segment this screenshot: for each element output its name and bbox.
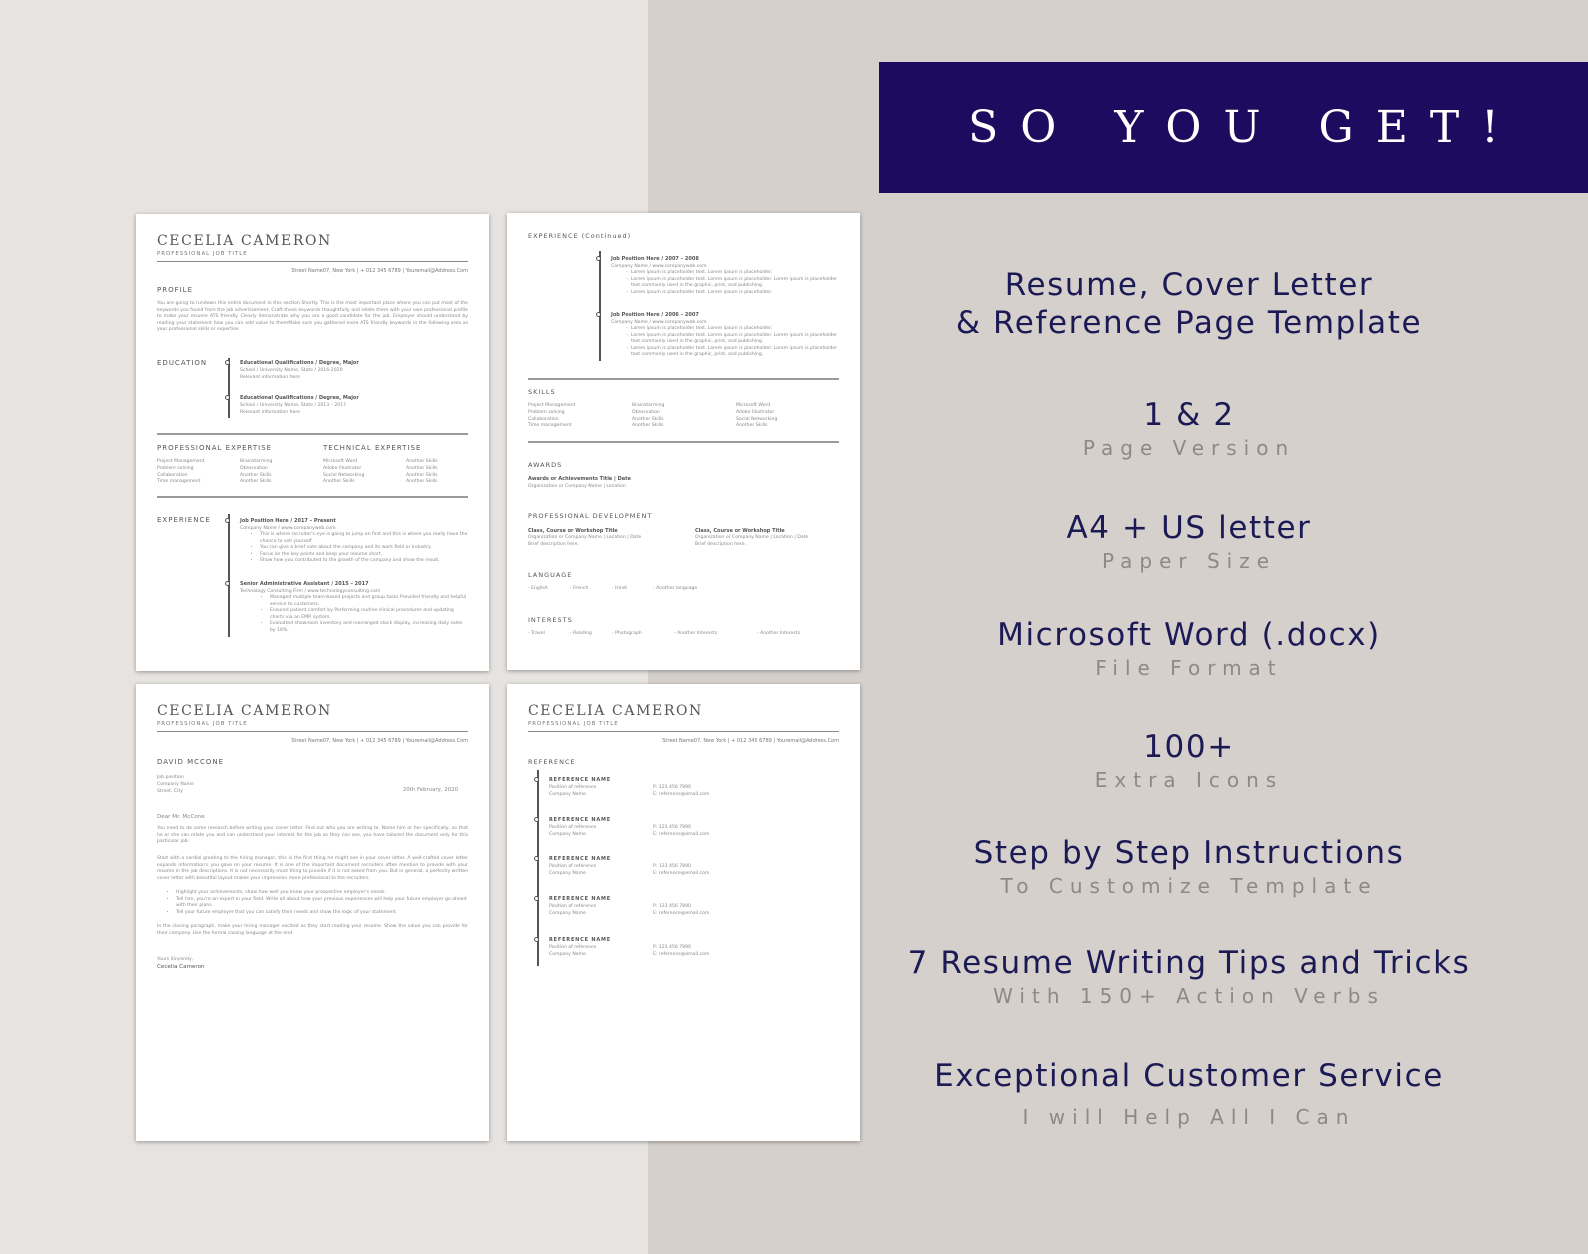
- resume-name: CECELIA CAMERON: [157, 233, 332, 249]
- header-rule: [528, 731, 839, 732]
- skills-column: Microsoft Word Adobe Illustrator Social Networking Another Skills: [736, 403, 778, 429]
- job-company: Technology Consulting Firm / www.technologyconsulting.com: [240, 589, 381, 594]
- reference-position: Position of reference: [549, 785, 597, 790]
- section-rule: [528, 378, 839, 380]
- language-heading: LANGUAGE: [528, 571, 573, 579]
- skills-column: Project Management Problem solving Collaboration Time management: [157, 459, 205, 485]
- feature-main-line: 100+: [1143, 729, 1235, 765]
- experience-heading: EXPERIENCE: [157, 516, 211, 524]
- timeline-dot: [534, 856, 539, 861]
- feature-sub-line: Paper Size: [1101, 549, 1277, 573]
- reference-company: Company Name: [549, 832, 586, 837]
- feature-customer-service: [879, 1057, 1499, 1131]
- section-rule: [157, 433, 468, 435]
- timeline-dot: [534, 817, 539, 822]
- prodev-heading: PROFESSIONAL DEVELOPMENT: [528, 512, 653, 520]
- timeline-dot: [225, 518, 230, 523]
- feature-extra-icons: [879, 728, 1499, 794]
- feature-writing-tips: [879, 944, 1499, 1010]
- interests-heading: INTERESTS: [528, 616, 573, 624]
- reference-company: Company Name: [549, 952, 586, 957]
- job-title: Job Position Here / 2006 – 2007: [611, 312, 699, 318]
- timeline-dot: [596, 312, 601, 317]
- experience-continued-heading: EXPERIENCE (Continued): [528, 232, 632, 240]
- timeline-dot: [596, 256, 601, 261]
- header-rule: [157, 261, 468, 262]
- course-title: Class, Course or Workshop Title: [695, 528, 785, 534]
- feature-page-version: [879, 396, 1499, 462]
- resume-name: CECELIA CAMERON: [157, 703, 332, 719]
- interest-item: - Reading: [570, 631, 592, 636]
- feature-templates: [879, 266, 1499, 342]
- feature-main-line: 7 Resume Writing Tips and Tricks: [907, 945, 1471, 981]
- reference-heading: REFERENCE: [528, 758, 576, 766]
- feature-sub-line: Page Version: [1082, 436, 1296, 460]
- language-item: - English: [528, 586, 548, 591]
- recipient-name: DAVID MCCONE: [157, 758, 225, 766]
- recipient-address: Job position Company Name Street, City: [157, 775, 194, 794]
- reference-email: E: reference@email.com: [653, 911, 710, 916]
- letter-closing: Yours Sincerely,: [157, 957, 194, 962]
- feature-sub-line: With 150+ Action Verbs: [993, 984, 1385, 1008]
- reference-name: REFERENCE NAME: [549, 856, 612, 862]
- letter-bullets: • Highlight your achievements, show how well you know your prospective employer's needs. • Tell him, you're an expert in your field. Write all about how your previous experiences will help your future employer go ahead with their plans. • Tell your future employer that you can satisfy their needs and show the logic of your statement.: [176, 890, 468, 916]
- education-heading: EDUCATION: [157, 359, 208, 367]
- letter-paragraph: You need to do some research before writing your cover letter. Find out who you are writing to. Name him or her specifically, so that he or she can relate you and can understand your interest for the job as they can see, you have tailored the document only for this particular job.: [157, 826, 468, 845]
- education-timeline: [228, 358, 230, 418]
- contact-line: Street Name07, New York | + 012 345 6789 | Youremail@Address.Com: [291, 268, 468, 274]
- interest-item: - Photograph: [612, 631, 642, 636]
- course-title: Class, Course or Workshop Title: [528, 528, 618, 534]
- skills-column: Brainstorming Observation Another Skills Another Skills: [240, 459, 273, 485]
- timeline-dot: [225, 581, 230, 586]
- reference-name: REFERENCE NAME: [549, 896, 612, 902]
- reference-page: [507, 684, 860, 1141]
- job-bullets: • Managed multiple team-based projects and group tasks Provided friendly and helpful service to customers. • Ensured patient comfort by Performing routine clinical procedures and updating charts via an EMR system. • Evaluated showroom inventory and rearranged stock display, increasing daily sales by 16%.: [270, 595, 468, 635]
- feature-sub-line: Extra Icons: [1094, 768, 1284, 792]
- education-title: Educational Qualifications / Degree, Major: [240, 360, 359, 366]
- reference-company: Company Name: [549, 792, 586, 797]
- job-title: Senior Administrative Assistant / 2015 – 2017: [240, 581, 369, 587]
- language-item: - French: [570, 586, 589, 591]
- feature-main-line: Exceptional Customer Service: [934, 1058, 1444, 1094]
- course-org: Organization or Company Name | Location | Date: [695, 535, 809, 540]
- contact-line: Street Name07, New York | + 012 345 6789 | Youremail@Address.Com: [662, 738, 839, 744]
- job-bullets: - Lorem ipsum is placeholder text. Lorem ipsum is placeholder. - Lorem ipsum is placeholder text. Lorem ipsum is placeholder. Lorem ipsum is placeholder text commonly used in the graphic, print, and publishing. - Lorem ipsum is placeholder text. Lorem ipsum is placeholder. Lorem ipsum is placeholder text commonly used in the graphic, print, and publishing.: [631, 326, 839, 359]
- skills-column: Microsoft Word Adobe Illustrator Social Networking Another Skills: [323, 459, 365, 485]
- interest-item: - Another Interests: [757, 631, 800, 636]
- skills-column: Project Management Problem solving Collaboration Time management: [528, 403, 576, 429]
- resume-name: CECELIA CAMERON: [528, 703, 703, 719]
- interest-item: - Another Interests: [674, 631, 717, 636]
- reference-email: E: reference@email.com: [653, 952, 710, 957]
- resume-page-1: [136, 214, 489, 671]
- resume-job-title: PROFESSIONAL JOB TITLE: [157, 721, 248, 727]
- reference-company: Company Name: [549, 911, 586, 916]
- letter-signature: Cecelia Cameron: [157, 964, 205, 970]
- section-rule: [528, 441, 839, 443]
- letter-paragraph: In the closing paragraph, make your hiring manager excited as they start reading your resume. Show the value you can provide for their company. Use the formal closing language at the end.: [157, 924, 468, 936]
- job-bullets: - Lorem ipsum is placeholder text. Lorem ipsum is placeholder. - Lorem ipsum is placeholder text. Lorem ipsum is placeholder. Lorem ipsum is placeholder text commonly used in the graphic, print, and publishing. - Lorem ipsum is placeholder text. Lorem ipsum is placeholder.: [631, 270, 839, 296]
- banner-title: SO YOU GET!: [968, 102, 1521, 153]
- reference-email: E: reference@email.com: [653, 871, 710, 876]
- feature-sub-line: File Format: [1095, 656, 1283, 680]
- profile-heading: PROFILE: [157, 286, 194, 294]
- feature-sub-line: I will Help All I Can: [1022, 1105, 1356, 1129]
- letter-date: 20th February, 2020: [402, 787, 458, 793]
- profile-text: You are going to rundown this entire document in this section Shortly. This is the most important place where you can put most of the keywords you found from the job advertisement. Craft those keywords thoughtfully and relate them with your own professional profile to make your resume ATS friendly. Clearly demonstrate why you are a good candidate for the job. Employer should understand by reading your statement how you can add value to themMake sure you gathered more ATS friendly keywords in the following area as your professional skills or expertise.: [157, 301, 468, 333]
- feature-instructions: [879, 834, 1499, 900]
- award-title: Awards or Achievements Title | Date: [528, 476, 631, 482]
- reference-phone: P: 123 456 7890: [653, 904, 691, 909]
- technical-expertise-heading: TECHNICAL EXPERTISE: [323, 444, 422, 452]
- reference-phone: P: 123 456 7890: [653, 945, 691, 950]
- reference-name: REFERENCE NAME: [549, 817, 612, 823]
- header-rule: [157, 731, 468, 732]
- resume-job-title: PROFESSIONAL JOB TITLE: [528, 721, 619, 727]
- language-item: - Another language: [653, 586, 698, 591]
- experience-timeline: [599, 251, 601, 361]
- reference-name: REFERENCE NAME: [549, 777, 612, 783]
- feature-main-line: Resume, Cover Letter: [1004, 267, 1374, 303]
- reference-position: Position of reference: [549, 825, 597, 830]
- skills-column: Another Skills Another Skills Another Skills Another Skills: [406, 459, 438, 485]
- reference-company: Company Name: [549, 871, 586, 876]
- course-org: Organization or Company Name | Location | Date: [528, 535, 642, 540]
- job-company: Company Name / www.companyweb.com: [240, 526, 336, 531]
- reference-name: REFERENCE NAME: [549, 937, 612, 943]
- education-info: Relevant information here: [240, 410, 300, 415]
- feature-main-line: 1 & 2: [1143, 397, 1235, 433]
- timeline-dot: [534, 896, 539, 901]
- timeline-dot: [534, 937, 539, 942]
- skills-column: Brainstorming Observation Another Skills Another Skills: [632, 403, 665, 429]
- job-title: Job Position Here / 2017 – Present: [240, 518, 336, 524]
- award-org: Organization or Company Name | Location: [528, 484, 626, 489]
- section-rule: [157, 496, 468, 498]
- resume-page-2: [507, 213, 860, 670]
- letter-greeting: Dear Mr. McCone: [157, 814, 205, 820]
- job-company: Company Name / www.companyweb.com: [611, 264, 707, 269]
- skills-heading: SKILLS: [528, 388, 556, 396]
- feature-paper-size: [879, 509, 1499, 575]
- reference-position: Position of reference: [549, 945, 597, 950]
- contact-line: Street Name07, New York | + 012 345 6789 | Youremail@Address.Com: [291, 738, 468, 744]
- course-desc: Brief description here.: [695, 542, 747, 547]
- timeline-dot: [225, 360, 230, 365]
- reference-position: Position of reference: [549, 864, 597, 869]
- language-item: - Hindi: [612, 586, 627, 591]
- education-school: School / University Name, State / 2013 – 2017: [240, 403, 347, 408]
- education-title: Educational Qualifications / Degree, Major: [240, 395, 359, 401]
- reference-phone: P: 123 456 7890: [653, 785, 691, 790]
- timeline-dot: [534, 777, 539, 782]
- awards-heading: AWARDS: [528, 461, 563, 469]
- job-company: Company Name / www.companyweb.com: [611, 320, 707, 325]
- professional-expertise-heading: PROFESSIONAL EXPERTISE: [157, 444, 273, 452]
- reference-phone: P: 123 456 7890: [653, 825, 691, 830]
- education-school: School / University Name, State / 2016-2020: [240, 368, 343, 373]
- feature-sub-line: To Customize Template: [1000, 874, 1378, 898]
- cover-letter-page: [136, 684, 489, 1141]
- feature-file-format: [879, 616, 1499, 682]
- job-title: Job Position Here / 2007 – 2008: [611, 256, 699, 262]
- resume-job-title: PROFESSIONAL JOB TITLE: [157, 251, 248, 257]
- feature-main-line: Microsoft Word (.docx): [997, 617, 1381, 653]
- reference-position: Position of reference: [549, 904, 597, 909]
- reference-phone: P: 123 456 7890: [653, 864, 691, 869]
- feature-main-line: Step by Step Instructions: [973, 835, 1405, 871]
- course-desc: Brief description here.: [528, 542, 580, 547]
- feature-main-line: & Reference Page Template: [955, 305, 1423, 341]
- reference-email: E: reference@email.com: [653, 792, 710, 797]
- timeline-dot: [225, 395, 230, 400]
- feature-main-line: A4 + US letter: [1066, 510, 1312, 546]
- reference-email: E: reference@email.com: [653, 832, 710, 837]
- title-banner: [879, 62, 1588, 193]
- education-info: Relevant information here: [240, 375, 300, 380]
- job-bullets: • This is where recruiter's eye is going to jump on first and this is where you really have the chance to sell yourself. • You can give a brief note about the company and its work field or industry. • Focus on the key points and keep your resume short. • Show how you contributed to the growth of the company and show the result.: [260, 532, 468, 565]
- experience-timeline: [228, 514, 230, 637]
- letter-paragraph: Start with a cordial greeting to the hiring manager, this is the first thing he might see in your cover letter. A well-crafted cover letter expands information's you gave on your resume. It is one of the important document recruiters often mention to provide with your resume in the job descriptions. It is not necessarily must thing to provide if it is not asked from you. But in general, a perfectly written cover letter with beautiful layout makes your impression more professional to the recruiters.: [157, 856, 468, 881]
- interest-item: - Travel: [528, 631, 545, 636]
